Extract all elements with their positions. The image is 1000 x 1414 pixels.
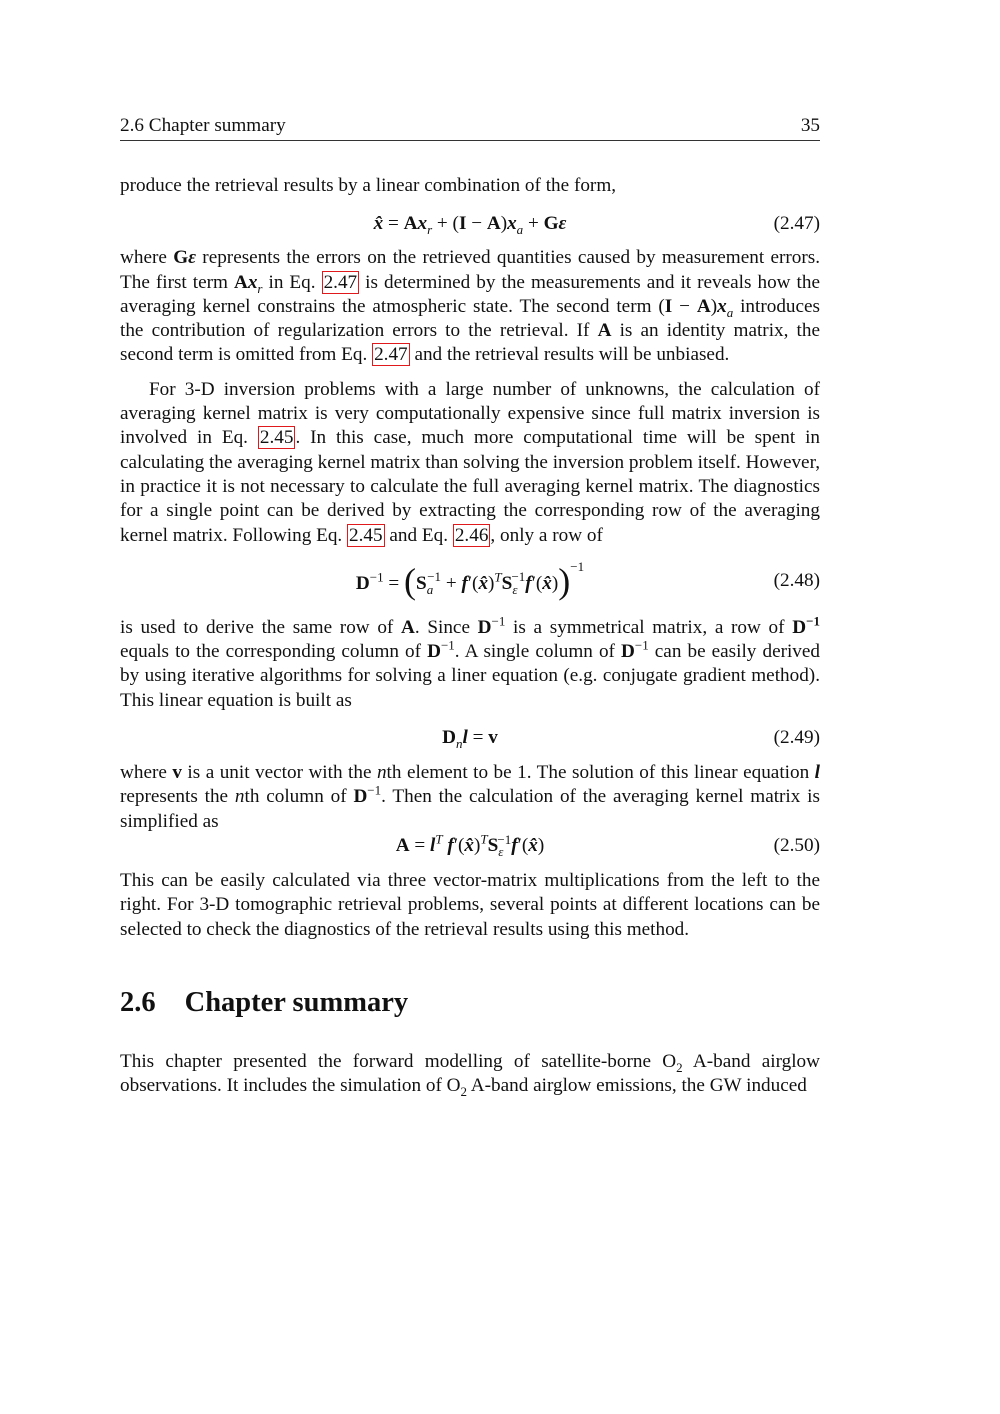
page-number: 35 [800, 115, 820, 136]
eq-ref-2-47-link[interactable]: 2.47 [323, 271, 358, 293]
eq-ref-2-46-link[interactable]: 2.46 [454, 524, 489, 546]
section-title: Chapter summary [184, 986, 409, 1018]
equation-2-48-formula: $D^{-1} = (S_a^{-1}$ + $f'(x̂)^TS_\varepsilon^{-1}f'(x̂))^{-1}$ [355, 558, 585, 601]
equation-2-47-formula: x̂ = $Ax_r + (I - A)x_a + G\varepsilon$ [373, 213, 567, 238]
equation-2-49 [120, 715, 820, 761]
paragraph-vector-matrix: This can be easily calculated via three vector-matrix multiplications from the left to the right. For 3-D tomographic retrieval problems, several points at different locations can be selected to check the diagnostics of the retrieval results using this method. [120, 869, 820, 940]
equation-2-48-number: (2.48) [773, 569, 820, 591]
equation-2-49-number: (2.49) [773, 727, 820, 749]
equation-2-50-formula: $A = l^T$ $f'(x̂)^TS_\varepsilon^{-1}f'(x̂)$ [395, 831, 545, 859]
eq-ref-2-47-link-second[interactable]: 2.47 [374, 344, 408, 366]
page-body [120, 174, 820, 1098]
equation-2-50 [120, 833, 820, 859]
section-number: 2.6 [120, 986, 156, 1018]
running-header [120, 115, 820, 141]
eq-ref-2-45-link[interactable]: 2.45 [259, 427, 294, 449]
header-section-title: 2.6 Chapter summary [120, 115, 286, 136]
equation-2-50-number: (2.50) [773, 834, 820, 856]
equation-2-49-formula: $D_nl = v$ [442, 727, 498, 751]
eq-ref-2-45-link-second[interactable]: 2.45 [349, 524, 383, 546]
equation-2-47 [120, 204, 820, 244]
paragraph-unit-vector: where v is a unit vector with the nth element to be 1. The solution of this linear equation l represents the nth column of $D^{-1}$. Then the calculation of the averaging kernel matrix is simplified as [120, 762, 820, 832]
equation-2-47-number: (2.47) [773, 213, 820, 235]
equation-2-48 [120, 550, 820, 612]
paragraph-ge-errors: where Gε represents the errors on the retrieved quantities caused by measurement errors. The first term $Ax_r$ in Eq. 2.47 is determined by the measurements and it reveals how the averaging kernel constrains the atmospheric state. The second term $(I - A)x_a$ introduces the contribution of regularization errors to the retrieval. If A is an identity matrix, the second term is omitted from Eq. 2.47 and the retrieval results will be unbiased. [120, 247, 821, 366]
section-heading [120, 986, 820, 1020]
paragraph-intro: produce the retrieval results by a linear combination of the form, [120, 175, 617, 196]
paragraph-symmetric-matrix: is used to derive the same row of A. Since $D^{-1}$ is a symmetrical matrix, a row of $D^{-1}$ equals to the corresponding column of $D^{-1}$. A single column of $D^{-1}$ can be easily derived by using iterative algorithms for solving a liner equation (e.g. conjugate gradient method). This linear equation is built as [120, 613, 821, 711]
paragraph-3d-inversion: For 3-D inversion problems with a large number of unknowns, the calculation of averaging kernel matrix is very computationally expensive since full matrix inversion is involved in Eq. 2.45 . In this case, much more computational time will be spent in calculating the averaging kernel matrix than solving the inversion problem itself. However, in practice it is not necessary to calculate the full averaging kernel matrix. The diagnostics for a single point can be derived by extracting the corresponding row of the averaging kernel matrix. Following Eq. 2.45 and Eq. 2.46 , only a row of [120, 378, 820, 546]
paragraph-chapter-summary: This chapter presented the forward modelling of satellite-borne $O_2$ A-band airglow observations. It includes the simulation of $O_2$ A-band airglow emissions, the GW induced [120, 1050, 821, 1099]
